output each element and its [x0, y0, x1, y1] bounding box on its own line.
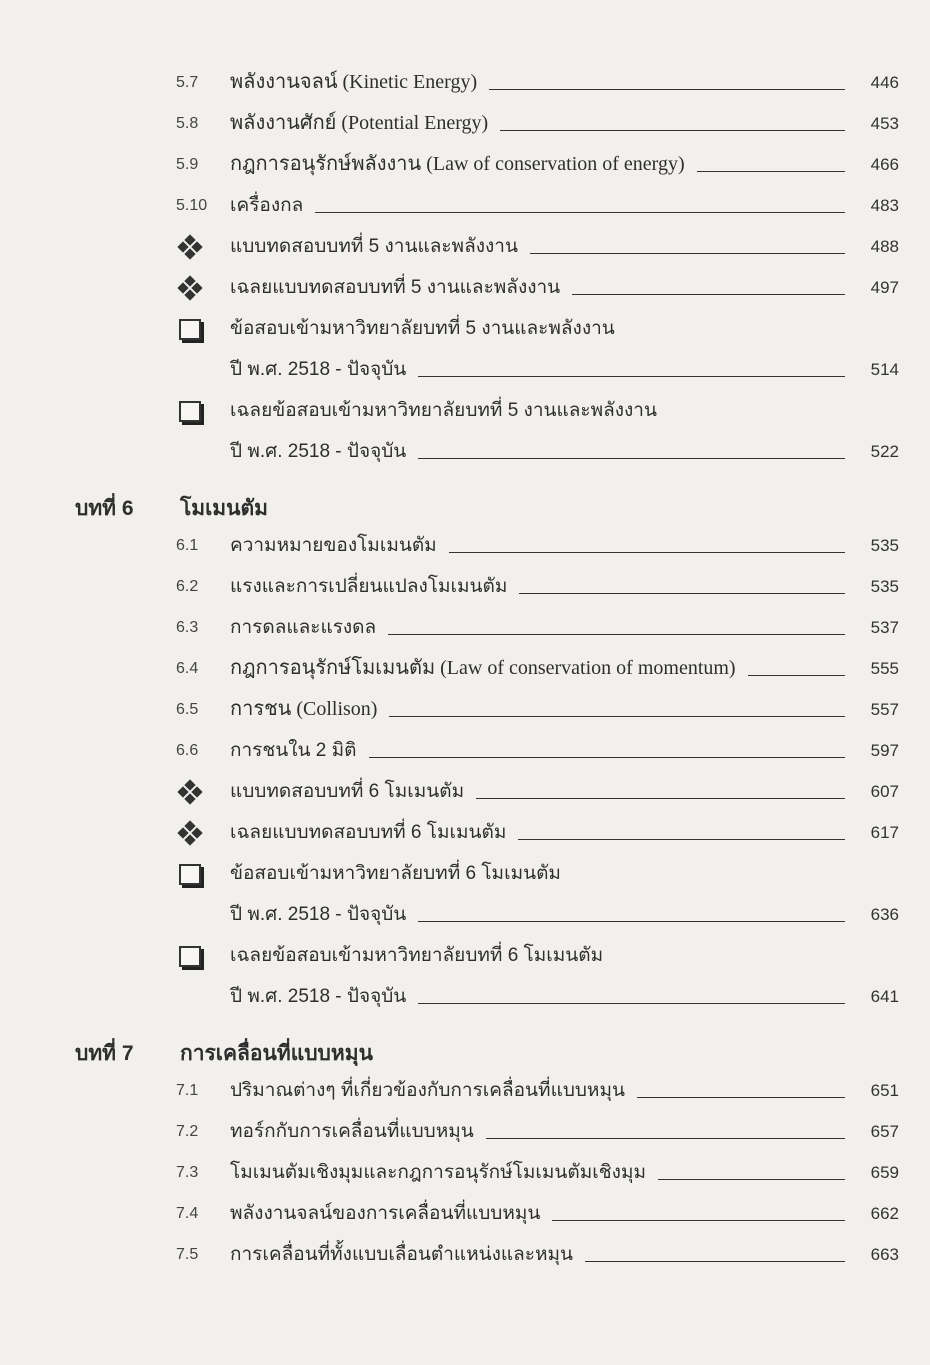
table-of-contents — [0, 62, 930, 1275]
entry-title: ปี พ.ศ. 2518 - ปัจจุบัน — [230, 349, 418, 390]
toc-entry[interactable] — [0, 308, 930, 349]
entry-title: การชนใน 2 มิติ — [230, 730, 369, 771]
page-number: 497 — [870, 278, 899, 297]
chapter-title: การเคลื่อนที่แบบหมุน — [180, 1042, 373, 1065]
toc-entry[interactable] — [0, 144, 930, 185]
section-number: 6.5 — [176, 701, 199, 718]
page-number: 617 — [870, 823, 899, 842]
chapter-label: บทที่ 6 — [75, 497, 134, 520]
entry-title: เครื่องกล — [230, 185, 315, 226]
section-number: 6.3 — [176, 619, 199, 636]
toc-entry[interactable] — [0, 185, 930, 226]
section-number: 7.5 — [176, 1246, 199, 1263]
entry-title: การเคลื่อนที่ทั้งแบบเลื่อนตำแหน่งและหมุน — [230, 1234, 585, 1275]
toc-entry[interactable] — [0, 1070, 930, 1111]
section-number: 6.1 — [176, 537, 199, 554]
entry-title: พลังงานศักย์ (Potential Energy) — [230, 103, 500, 144]
diamond-bullet-icon — [177, 235, 203, 259]
diamond-bullet-icon — [177, 821, 203, 845]
toc-entry-continuation[interactable] — [0, 349, 930, 390]
toc-entry[interactable] — [0, 1234, 930, 1275]
toc-entry[interactable] — [0, 935, 930, 976]
toc-entry-continuation[interactable] — [0, 976, 930, 1017]
page-number: 537 — [870, 618, 899, 637]
page-number: 607 — [870, 782, 899, 801]
chapter-heading — [0, 472, 930, 525]
entry-title: เฉลยข้อสอบเข้ามหาวิทยาลัยบทที่ 6 โมเมนตัม — [230, 935, 615, 976]
page-number: 657 — [870, 1122, 899, 1141]
chapter-label: บทที่ 7 — [75, 1042, 134, 1065]
section-number: 7.1 — [176, 1082, 199, 1099]
page-number: 446 — [870, 73, 899, 92]
page-number: 662 — [870, 1204, 899, 1223]
diamond-bullet-icon — [177, 276, 203, 300]
section-number: 5.8 — [176, 115, 199, 132]
checkbox-square-icon — [177, 399, 203, 423]
entry-title: เฉลยแบบทดสอบบทที่ 5 งานและพลังงาน — [230, 267, 572, 308]
page-number: 659 — [870, 1163, 899, 1182]
entry-title: แรงและการเปลี่ยนแปลงโมเมนตัม — [230, 566, 519, 607]
page-number: 453 — [870, 114, 899, 133]
checkbox-square-icon — [177, 317, 203, 341]
entry-title: ข้อสอบเข้ามหาวิทยาลัยบทที่ 5 งานและพลังงาน — [230, 308, 627, 349]
toc-entry[interactable] — [0, 62, 930, 103]
page-number: 641 — [870, 987, 899, 1006]
page-number: 557 — [870, 700, 899, 719]
toc-entry[interactable] — [0, 689, 930, 730]
toc-entry[interactable] — [0, 1111, 930, 1152]
entry-title: ข้อสอบเข้ามหาวิทยาลัยบทที่ 6 โมเมนตัม — [230, 853, 573, 894]
page-number: 636 — [870, 905, 899, 924]
entry-title: ปี พ.ศ. 2518 - ปัจจุบัน — [230, 431, 418, 472]
chapter-title: โมเมนตัม — [180, 497, 268, 520]
page-number: 535 — [870, 536, 899, 555]
toc-entry[interactable] — [0, 648, 930, 689]
toc-entry-continuation[interactable] — [0, 894, 930, 935]
page-number: 522 — [870, 442, 899, 461]
page-number: 597 — [870, 741, 899, 760]
section-number: 5.7 — [176, 74, 199, 91]
page-number: 555 — [870, 659, 899, 678]
checkbox-square-icon — [177, 862, 203, 886]
page-number: 488 — [870, 237, 899, 256]
toc-entry[interactable] — [0, 267, 930, 308]
section-number: 6.2 — [176, 578, 199, 595]
section-number: 6.6 — [176, 742, 199, 759]
entry-title: การชน (Collison) — [230, 689, 389, 730]
entry-title: กฎการอนุรักษ์พลังงาน (Law of conservation of energy) — [230, 144, 697, 185]
entry-title: พลังงานจลน์ (Kinetic Energy) — [230, 62, 489, 103]
page-number: 514 — [870, 360, 899, 379]
chapter-heading — [0, 1017, 930, 1070]
entry-title: ทอร์กกับการเคลื่อนที่แบบหมุน — [230, 1111, 486, 1152]
toc-entry[interactable] — [0, 390, 930, 431]
entry-title: ปริมาณต่างๆ ที่เกี่ยวข้องกับการเคลื่อนที่แบบหมุน — [230, 1070, 637, 1111]
entry-title: แบบทดสอบบทที่ 5 งานและพลังงาน — [230, 226, 530, 267]
toc-entry[interactable] — [0, 525, 930, 566]
entry-title: แบบทดสอบบทที่ 6 โมเมนตัม — [230, 771, 476, 812]
entry-title: ปี พ.ศ. 2518 - ปัจจุบัน — [230, 894, 418, 935]
section-number: 5.9 — [176, 156, 199, 173]
entry-title: เฉลยข้อสอบเข้ามหาวิทยาลัยบทที่ 5 งานและพลังงาน — [230, 390, 669, 431]
entry-title: ความหมายของโมเมนตัม — [230, 525, 449, 566]
page-number: 466 — [870, 155, 899, 174]
toc-entry[interactable] — [0, 730, 930, 771]
page-number: 651 — [870, 1081, 899, 1100]
toc-entry[interactable] — [0, 566, 930, 607]
toc-entry-continuation[interactable] — [0, 431, 930, 472]
entry-title: กฎการอนุรักษ์โมเมนตัม (Law of conservation of momentum) — [230, 648, 748, 689]
toc-entry[interactable] — [0, 1193, 930, 1234]
section-number: 7.2 — [176, 1123, 199, 1140]
toc-entry[interactable] — [0, 853, 930, 894]
entry-title: ปี พ.ศ. 2518 - ปัจจุบัน — [230, 976, 418, 1017]
section-number: 7.3 — [176, 1164, 199, 1181]
page-number: 663 — [870, 1245, 899, 1264]
checkbox-square-icon — [177, 944, 203, 968]
section-number: 5.10 — [176, 197, 208, 214]
dotted-leader-line — [230, 212, 845, 213]
diamond-bullet-icon — [177, 780, 203, 804]
toc-entry[interactable] — [0, 103, 930, 144]
entry-title: การดลและแรงดล — [230, 607, 388, 648]
toc-entry[interactable] — [0, 607, 930, 648]
toc-entry[interactable] — [0, 226, 930, 267]
toc-entry[interactable] — [0, 812, 930, 853]
section-number: 6.4 — [176, 660, 199, 677]
entry-title: โมเมนตัมเชิงมุมและกฎการอนุรักษ์โมเมนตัมเชิงมุม — [230, 1152, 658, 1193]
entry-title: เฉลยแบบทดสอบบทที่ 6 โมเมนตัม — [230, 812, 518, 853]
toc-entry[interactable] — [0, 771, 930, 812]
section-number: 7.4 — [176, 1205, 199, 1222]
entry-title: พลังงานจลน์ของการเคลื่อนที่แบบหมุน — [230, 1193, 552, 1234]
page-number: 483 — [870, 196, 899, 215]
toc-entry[interactable] — [0, 1152, 930, 1193]
page-number: 535 — [870, 577, 899, 596]
